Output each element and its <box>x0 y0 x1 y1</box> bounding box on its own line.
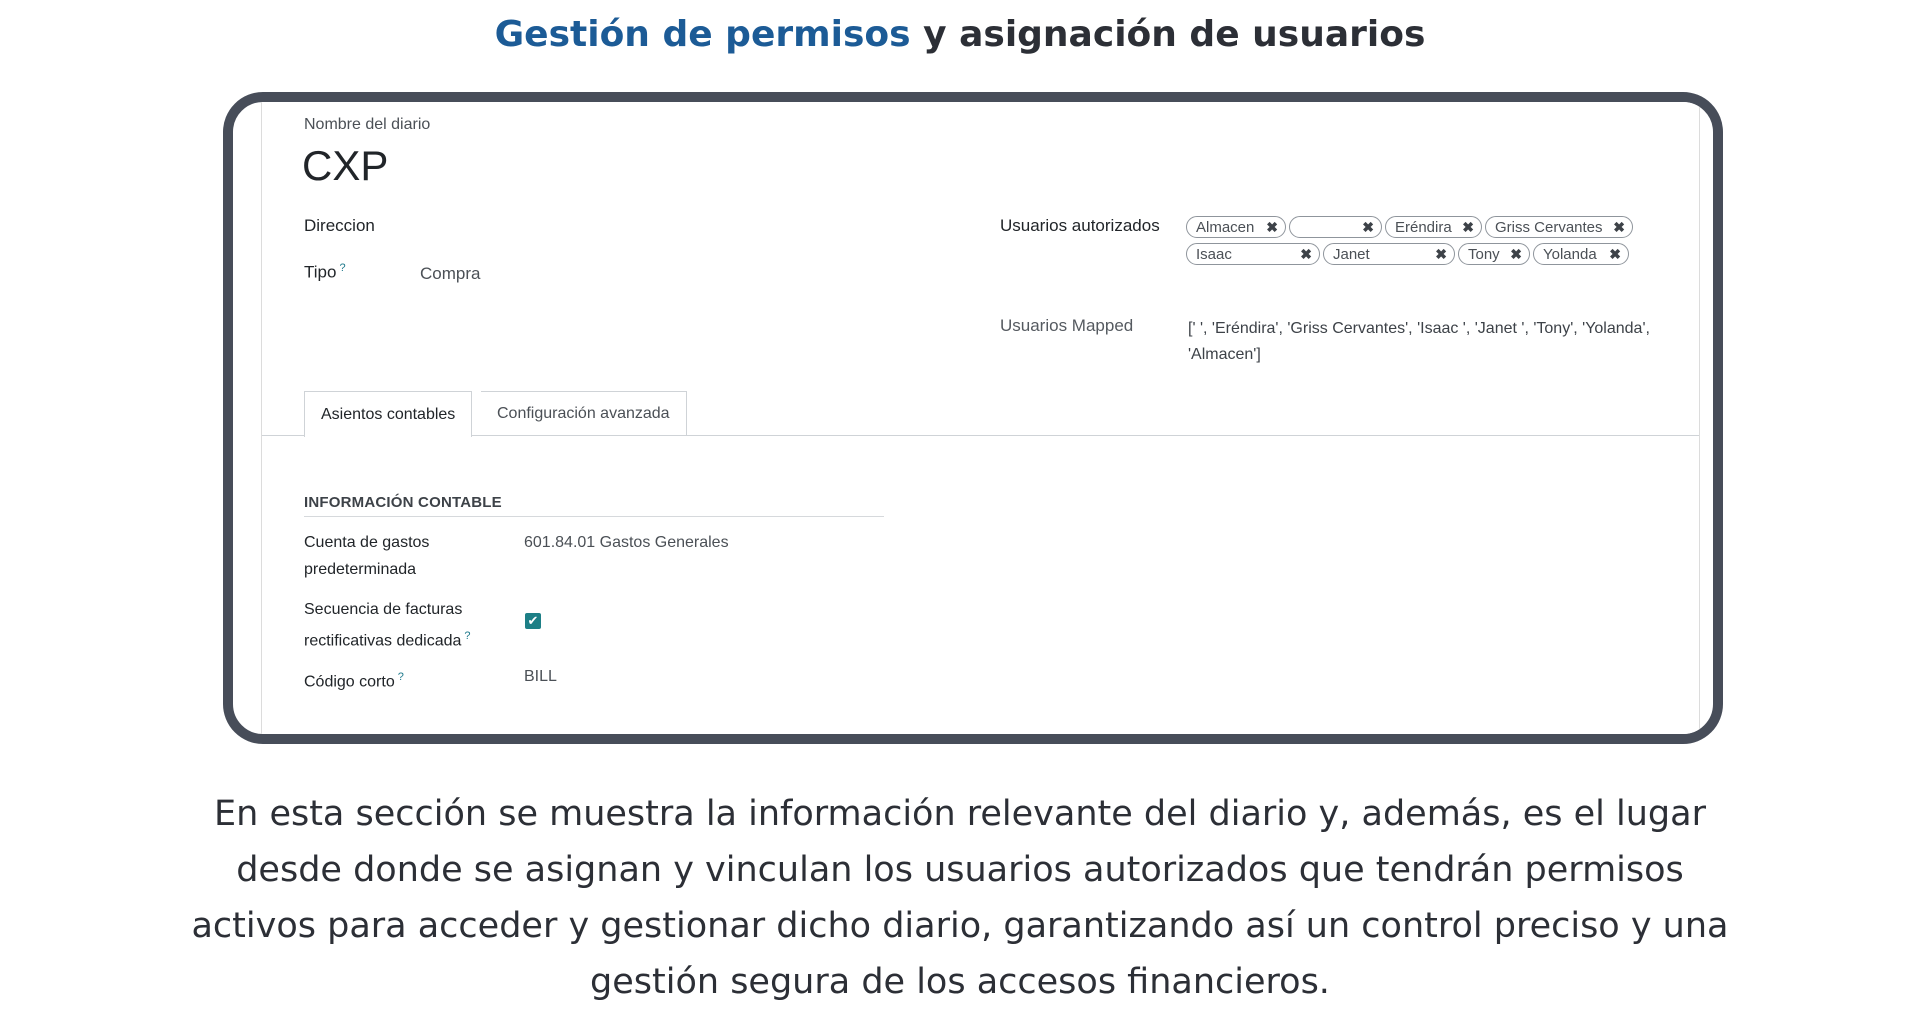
journal-name-label: Nombre del diario <box>304 116 431 133</box>
page-title-rest: y asignación de usuarios <box>910 14 1426 55</box>
journal-form-sheet <box>261 102 1700 742</box>
section-divider <box>304 516 884 517</box>
remove-tag-icon[interactable]: ✖ <box>1462 218 1474 235</box>
authorized-users-label: Usuarios autorizados <box>1000 216 1160 235</box>
user-tag-label: Tony <box>1468 245 1500 263</box>
short-code-label <box>304 664 504 695</box>
user-tag-label: Almacen <box>1196 218 1255 236</box>
user-tag-label: Isaac <box>1196 245 1232 263</box>
user-tag[interactable] <box>1458 243 1530 265</box>
remove-tag-icon[interactable]: ✖ <box>1510 245 1522 262</box>
label-line: Secuencia de facturas <box>304 601 463 618</box>
tab-configuracion-avanzada[interactable]: Configuración avanzada <box>481 391 687 435</box>
refund-sequence-checkbox[interactable]: ✔ <box>525 613 541 629</box>
user-tag-label: Janet <box>1333 245 1370 263</box>
mapped-users-value: [' ', 'Eréndira', 'Griss Cervantes', 'Isaac ', 'Janet ', 'Tony', 'Yolanda', 'Almacen'] <box>1188 320 1650 363</box>
tipo-field[interactable]: Compra <box>420 264 481 283</box>
tipo-label-text: Tipo <box>304 262 337 282</box>
direccion-label: Direccion <box>304 216 375 235</box>
section-title: INFORMACIÓN CONTABLE <box>304 494 502 511</box>
authorized-users-tags[interactable] <box>1186 216 1656 265</box>
short-code-help-icon[interactable]: ? <box>397 671 404 683</box>
tipo-help-icon[interactable]: ? <box>339 262 346 274</box>
user-tag[interactable] <box>1289 216 1382 238</box>
tab-asientos-contables[interactable]: Asientos contables <box>304 391 472 437</box>
page-title <box>0 14 1920 55</box>
remove-tag-icon[interactable]: ✖ <box>1435 245 1447 262</box>
user-tag-label: Yolanda <box>1543 245 1597 263</box>
remove-tag-icon[interactable]: ✖ <box>1609 245 1621 262</box>
label-text: Código corto <box>304 673 395 691</box>
short-code-field[interactable]: BILL <box>524 668 557 685</box>
user-tag[interactable] <box>1323 243 1455 265</box>
mapped-users-label: Usuarios Mapped <box>1000 316 1134 335</box>
tabs-divider <box>262 435 1699 436</box>
label-line: predeterminada <box>304 561 417 578</box>
remove-tag-icon[interactable]: ✖ <box>1362 218 1374 235</box>
user-tag-label: Eréndira <box>1395 218 1452 236</box>
user-tag-label: Griss Cervantes <box>1495 218 1603 236</box>
journal-name-field[interactable]: CXP <box>302 142 389 189</box>
default-expense-account-field[interactable]: 601.84.01 Gastos Generales <box>524 534 729 551</box>
description-text: En esta sección se muestra la información relevante del diario y, además, es el lugar desde donde se asignan y vinculan los usuarios autorizados que tendrán permisos activos para acceder y gestionar dicho diario, garantizando así un control preciso y una gestión segura de los accesos financieros. <box>191 794 1729 1002</box>
tipo-label <box>304 262 346 283</box>
refund-sequence-label <box>304 596 504 654</box>
page-title-accent: Gestión de permisos <box>494 14 911 55</box>
default-expense-account-label <box>304 529 504 583</box>
user-tag[interactable] <box>1485 216 1633 238</box>
label-line: rectificativas dedicada <box>304 632 462 650</box>
remove-tag-icon[interactable]: ✖ <box>1266 218 1278 235</box>
remove-tag-icon[interactable]: ✖ <box>1300 245 1312 262</box>
user-tag[interactable] <box>1385 216 1482 238</box>
remove-tag-icon[interactable]: ✖ <box>1613 218 1625 235</box>
user-tag[interactable] <box>1533 243 1629 265</box>
user-tag[interactable] <box>1186 243 1320 265</box>
user-tag[interactable] <box>1186 216 1286 238</box>
refund-sequence-help-icon[interactable]: ? <box>464 630 471 642</box>
screenshot-frame <box>223 92 1723 744</box>
label-line: Cuenta de gastos <box>304 534 430 551</box>
